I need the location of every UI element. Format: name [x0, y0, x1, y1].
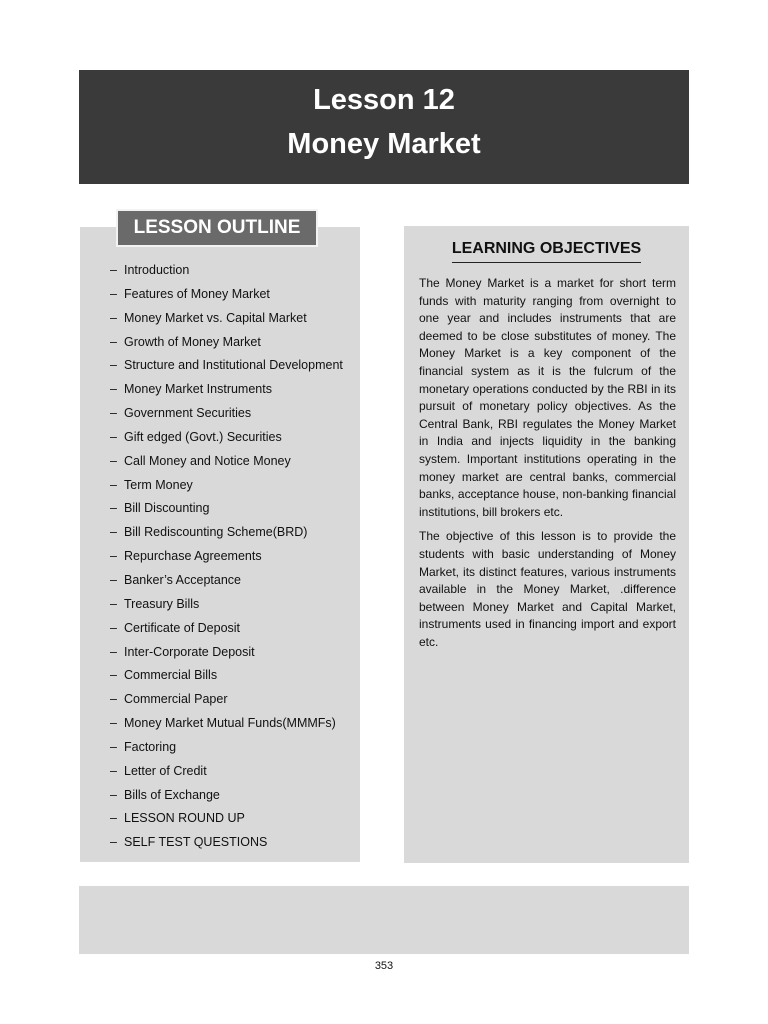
page-title: Money Market: [287, 128, 481, 160]
outline-item: – Money Market vs. Capital Market: [110, 310, 307, 325]
title-banner: [79, 70, 689, 184]
learning-objectives-heading: LEARNING OBJECTIVES: [451, 240, 642, 257]
lesson-outline-list: [110, 260, 358, 856]
outline-item: – Features of Money Market: [110, 286, 270, 301]
outline-item: – Growth of Money Market: [110, 334, 261, 349]
heading-underline: [452, 262, 641, 263]
bottom-shaded-box: [79, 886, 689, 954]
objectives-paragraph: The Money Market is a market for short term funds with maturity ranging from overnight to one year and includes instruments that are deemed to be close substitutes of money. The Money Market is a key component of the financial system as it is the fulcrum of the monetary operations conducted by the RBI in its pursuit of monetary policy objectives. As the Central Bank, RBI regulates the Money Market in India and injects liquidity in the banking system. Important institutions operating in the money market are central banks, commercial banks, acceptance house, non-banking financial institutions, bill brokers etc.: [419, 276, 676, 519]
outline-item: – Bill Rediscounting Scheme(BRD): [110, 525, 308, 540]
outline-item: – Commercial Bills: [110, 668, 218, 683]
outline-item: – LESSON ROUND UP: [110, 811, 245, 826]
outline-item: – Money Market Instruments: [110, 382, 272, 397]
outline-item: – Treasury Bills: [110, 596, 200, 611]
outline-item: – Term Money: [110, 477, 193, 492]
outline-item: – Letter of Credit: [110, 763, 207, 778]
outline-item: – Bills of Exchange: [110, 787, 220, 802]
outline-item: – Certificate of Deposit: [110, 620, 241, 635]
outline-item: – Money Market Mutual Funds(MMMFs): [110, 716, 336, 731]
outline-item: – Factoring: [110, 739, 177, 754]
lesson-number: Lesson 12: [313, 84, 455, 116]
outline-item: – SELF TEST QUESTIONS: [110, 835, 268, 850]
learning-objectives-body: [419, 275, 676, 658]
outline-item: – Government Securities: [110, 406, 252, 421]
learning-objectives-panel: [404, 226, 689, 863]
outline-item: – Inter-Corporate Deposit: [110, 644, 255, 659]
outline-item: – Call Money and Notice Money: [110, 453, 291, 468]
objectives-paragraph: The objective of this lesson is to provide the students with basic understanding of Money Market, its distinct features, various instruments available in the Money Market, .difference between Money Market and Capital Market, instruments used in financing import and export etc.: [419, 529, 676, 649]
outline-item: – Bill Discounting: [110, 501, 210, 516]
outline-item: – Structure and Institutional Development: [110, 358, 343, 373]
outline-item: – Banker’s Acceptance: [110, 572, 241, 587]
outline-item: – Repurchase Agreements: [110, 549, 262, 564]
outline-item: – Gift edged (Govt.) Securities: [110, 429, 282, 444]
outline-item: – Introduction: [110, 263, 190, 277]
outline-item: – Commercial Paper: [110, 692, 228, 707]
page-number: 353: [374, 960, 394, 972]
lesson-outline-heading: LESSON OUTLINE: [116, 209, 318, 247]
